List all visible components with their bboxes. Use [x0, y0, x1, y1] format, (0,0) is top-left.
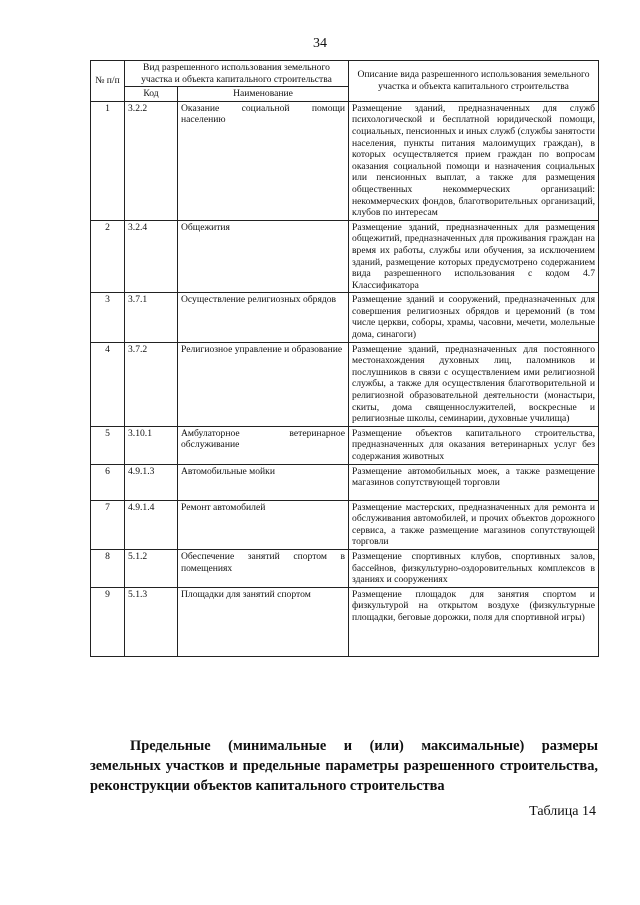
row-description: Размещение зданий, предназначенных для служб психологической и бесплатной юридической помощи, социальных, пенсионных и иных служб (службы занятости населения, пункты питания малоимущих граждан), в которых осуществляется прием граждан по вопросам оказания социальной помощи и назначения социальных или пенсионных выплат, а также для размещения общественных некоммерческих организаций: некоммерческих фондов, благотворительных организаций, клубов по интересам	[349, 101, 599, 220]
row-name: Ремонт автомобилей	[178, 500, 349, 549]
table-row	[91, 293, 599, 342]
row-num: 5	[91, 426, 125, 464]
header-description: Описание вида разрешенного использования земельного участка и объекта капитального строительства	[349, 61, 599, 102]
row-name: Религиозное управление и образование	[178, 342, 349, 426]
row-code: 3.2.2	[125, 101, 178, 220]
row-name: Оказание социальной помощи населению	[178, 101, 349, 220]
row-description: Размещение автомобильных моек, а также размещение магазинов сопутствующей торговли	[349, 464, 599, 500]
row-name: Площадки для занятий спортом	[178, 587, 349, 656]
table-row	[91, 549, 599, 587]
row-name: Автомобильные мойки	[178, 464, 349, 500]
row-name: Амбулаторное ветеринарное обслуживание	[178, 426, 349, 464]
row-code: 3.10.1	[125, 426, 178, 464]
table-row	[91, 464, 599, 500]
row-num: 6	[91, 464, 125, 500]
row-code: 5.1.2	[125, 549, 178, 587]
row-name: Обеспечение занятий спортом в помещениях	[178, 549, 349, 587]
row-description: Размещение зданий, предназначенных для размещения общежитий, предназначенных для проживания граждан на время их работы, службы или обучения, за исключением зданий, размещение которых предусмотрено содержанием вида разрешенного использования с кодом 4.7 Классификатора	[349, 220, 599, 293]
row-name: Общежития	[178, 220, 349, 293]
row-num: 9	[91, 587, 125, 656]
row-num: 7	[91, 500, 125, 549]
row-description: Размещение объектов капитального строительства, предназначенных для оказания ветеринарных услуг без содержания животных	[349, 426, 599, 464]
header-code: Код	[125, 87, 178, 102]
table-header-row	[91, 61, 599, 87]
table-row	[91, 500, 599, 549]
table-row	[91, 587, 599, 656]
row-name: Осуществление религиозных обрядов	[178, 293, 349, 342]
header-name: Наименование	[178, 87, 349, 102]
table-label: Таблица 14	[529, 804, 596, 819]
table-row	[91, 342, 599, 426]
row-code: 3.2.4	[125, 220, 178, 293]
section-heading: Предельные (минимальные и (или) максимальные) размеры земельных участков и предельные параметры разрешенного строительства, реконструкции объектов капитального строительства	[90, 738, 598, 794]
header-type-group: Вид разрешенного использования земельного участка и объекта капитального строительства	[125, 61, 349, 87]
row-description: Размещение спортивных клубов, спортивных залов, бассейнов, физкультурно-оздоровительных комплексов в зданиях и сооружениях	[349, 549, 599, 587]
header-num: № п/п	[91, 61, 125, 102]
land-use-table	[90, 60, 599, 657]
row-code: 5.1.3	[125, 587, 178, 656]
row-num: 2	[91, 220, 125, 293]
row-num: 4	[91, 342, 125, 426]
table-row	[91, 426, 599, 464]
page-number: 34	[313, 36, 327, 51]
row-num: 3	[91, 293, 125, 342]
row-description: Размещение зданий, предназначенных для постоянного местонахождения духовных лиц, паломников и послушников в связи с осуществлением ими религиозной службы, а также для осуществления благотворительной и религиозной образовательной деятельности (монастыри, скиты, дома священнослужителей, воскресные и религиозные школы, семинарии, духовные училища)	[349, 342, 599, 426]
row-code: 3.7.1	[125, 293, 178, 342]
table-row	[91, 220, 599, 293]
row-description: Размещение зданий и сооружений, предназначенных для совершения религиозных обрядов и церемоний (в том числе церкви, соборы, храмы, часовни, мечети, молельные дома, синагоги)	[349, 293, 599, 342]
row-code: 4.9.1.3	[125, 464, 178, 500]
row-num: 8	[91, 549, 125, 587]
table-row	[91, 101, 599, 220]
row-num: 1	[91, 101, 125, 220]
row-description: Размещение мастерских, предназначенных для ремонта и обслуживания автомобилей, и прочих объектов дорожного сервиса, а также размещение магазинов сопутствующей торговли	[349, 500, 599, 549]
row-code: 3.7.2	[125, 342, 178, 426]
row-code: 4.9.1.4	[125, 500, 178, 549]
row-description: Размещение площадок для занятия спортом и физкультурой на открытом воздухе (физкультурные площадки, беговые дорожки, поля для спортивной игры)	[349, 587, 599, 656]
